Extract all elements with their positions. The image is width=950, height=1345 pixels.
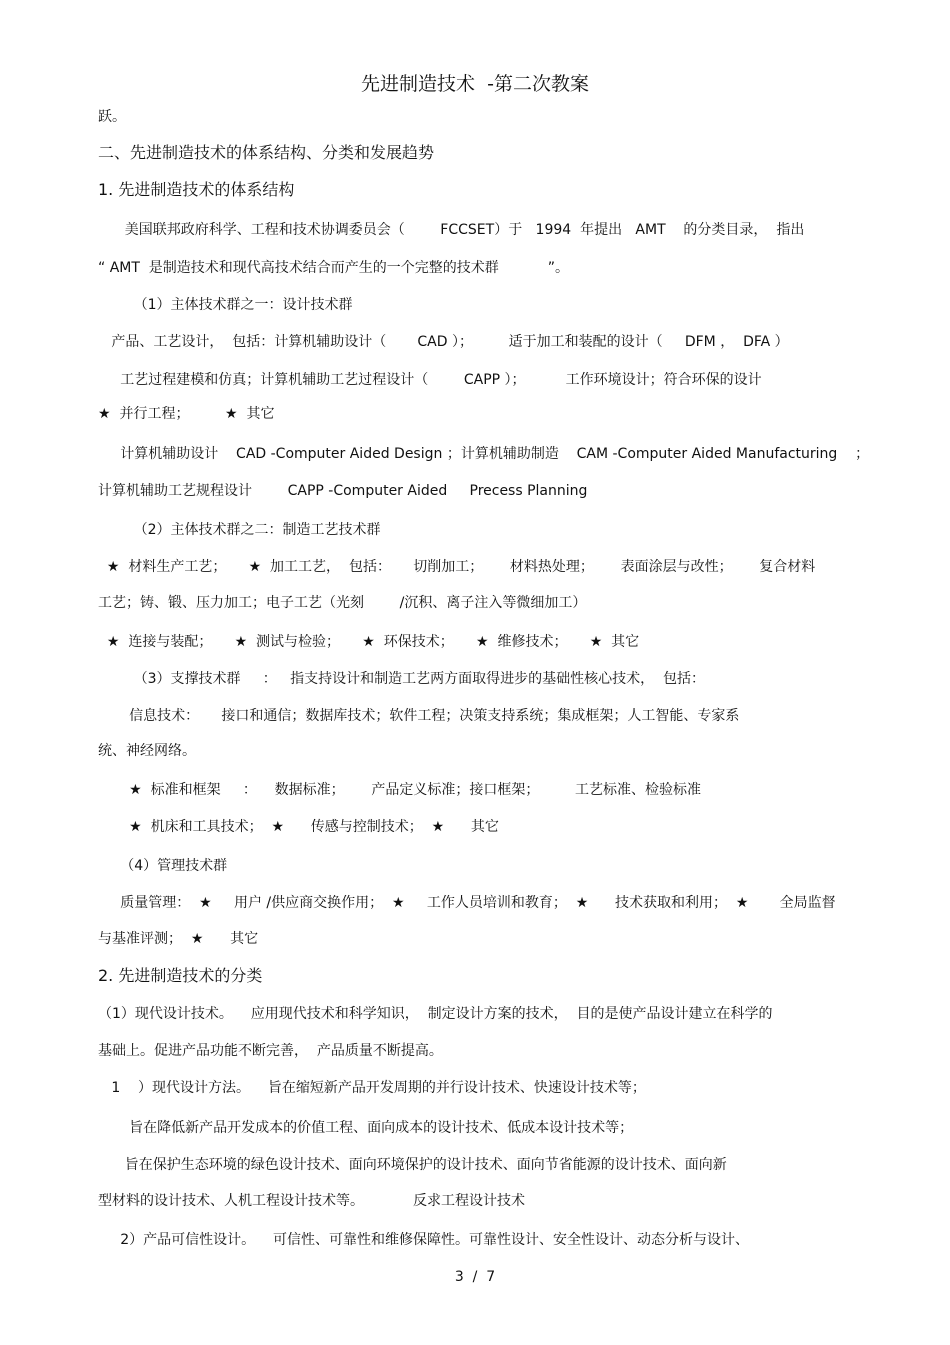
text-line: （3）支撑技术群 ： 指支持设计和制造工艺两方面取得进步的基础性核心技术， 包括： (98, 671, 706, 687)
text-line: （2）主体技术群之二：制造工艺技术群 (98, 522, 381, 538)
text-line: ★ 材料生产工艺； ★ 加工工艺， 包括： 切削加工； 材料热处理； 表面涂层与改性； 复合材料 (98, 559, 816, 575)
text-line: ★ 机床和工具技术； ★ 传感与控制技术； ★ 其它 (98, 819, 499, 835)
text-line: 美国联邦政府科学、工程和技术协调委员会（ FCCSET）于 1994 年提出 AMT 的分类目录， 指出 (98, 222, 805, 238)
text-line: ★ 并行工程； ★ 其它 (98, 406, 275, 422)
text-line: 工艺过程建模和仿真；计算机辅助工艺过程设计（ CAPP ）； 工作环境设计；符合环保的设计 (98, 372, 762, 388)
subsection-heading: 1. 先进制造技术的体系结构 (98, 180, 295, 199)
page-title: 先进制造技术 -第二次教案 (361, 73, 589, 95)
text-line: （1）现代设计技术。 应用现代技术和科学知识， 制定设计方案的技术， 目的是使产品设计建立在科学的 (98, 1006, 773, 1022)
text-line: ★ 连接与装配； ★ 测试与检验； ★ 环保技术； ★ 维修技术； ★ 其它 (98, 634, 640, 650)
page-number: 3 / 7 (454, 1269, 496, 1285)
text-line: 计算机辅助工艺规程设计 CAPP -Computer Aided Precess Planning (98, 483, 588, 499)
text-line: 型材料的设计技术、人机工程设计技术等。 反求工程设计技术 (98, 1193, 525, 1209)
text-line: （1）主体技术群之一：设计技术群 (98, 297, 353, 313)
text-line: ★ 标准和框架 ： 数据标准； 产品定义标准；接口框架； 工艺标准、检验标准 (98, 782, 701, 798)
text-line: 基础上。促进产品功能不断完善， 产品质量不断提高。 (98, 1043, 443, 1059)
text-line: 跃。 (98, 109, 126, 125)
text-line: 1 ）现代设计方法。 旨在缩短新产品开发周期的并行设计技术、快速设计技术等； (98, 1080, 646, 1096)
section-heading: 二、先进制造技术的体系结构、分类和发展趋势 (98, 143, 435, 162)
text-line: “ AMT 是制造技术和现代高技术结合而产生的一个完整的技术群 ”。 (98, 260, 570, 276)
text-line: 与基准评测； ★ 其它 (98, 931, 259, 947)
text-line: 旨在保护生态环境的绿色设计技术、面向环境保护的设计技术、面向节省能源的设计技术、面向新 (98, 1157, 727, 1173)
text-line: 信息技术： 接口和通信；数据库技术；软件工程；决策支持系统；集成框架；人工智能、专家系 (98, 708, 740, 724)
text-line: （4）管理技术群 (98, 858, 228, 874)
text-line: 产品、工艺设计， 包括：计算机辅助设计（ CAD ）； 适于加工和装配的设计（ DFM ， DFA ） (98, 334, 789, 350)
text-line: 统、神经网络。 (98, 743, 196, 759)
text-line: 质量管理： ★ 用户 /供应商交换作用； ★ 工作人员培训和教育； ★ 技术获取和利用； ★ 全局监督 (98, 895, 836, 911)
text-line: 旨在降低新产品开发成本的价值工程、面向成本的设计技术、低成本设计技术等； (98, 1120, 634, 1136)
text-line: 2）产品可信性设计。 可信性、可靠性和维修保障性。可靠性设计、安全性设计、动态分析与设计、 (98, 1232, 749, 1248)
subsection-heading: 2. 先进制造技术的分类 (98, 966, 263, 985)
text-line: 工艺；铸、锻、压力加工；电子工艺（光刻 /沉积、离子注入等微细加工） (98, 595, 587, 611)
text-line: 计算机辅助设计 CAD -Computer Aided Design ；计算机辅助制造 CAM -Computer Aided Manufacturing ； (98, 446, 870, 462)
